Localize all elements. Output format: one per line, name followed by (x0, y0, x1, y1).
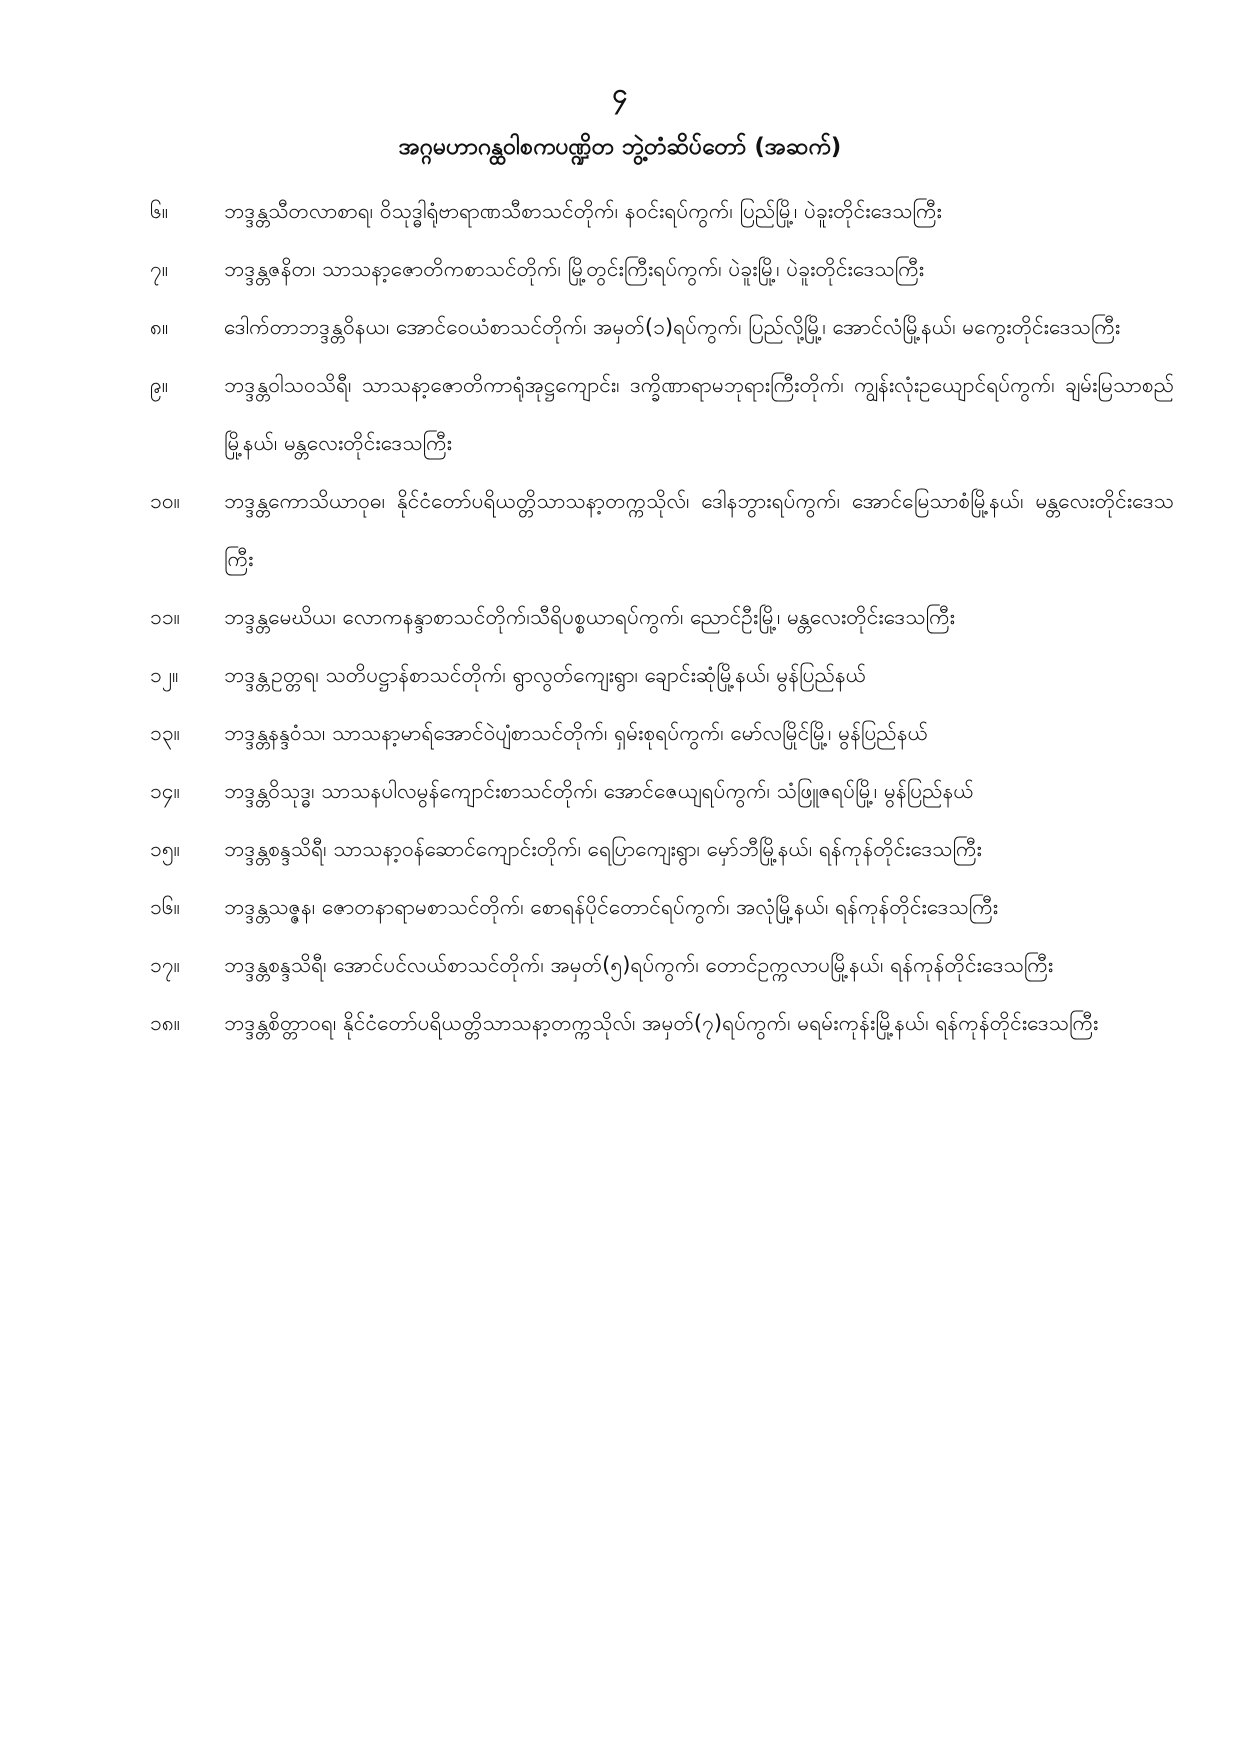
entry-text: ဘဒ္ဒန္တဝိသုဒ္ဓ၊ သာသနပါလမွန်ကျောင်းစာသင်တိုက်၊ အောင်ဇေယျရပ်ကွက်၊ သံဖြူဇရပ်မြို့၊ မွန်ပြည်နယ် (224, 779, 974, 803)
entry-number: ၁၀။ (150, 489, 180, 513)
entry-text: ဒေါက်တာဘဒ္ဒန္တဝိနယ၊ အောင်ဝေယံစာသင်တိုက်၊ အမှတ်(၁)ရပ်ကွက်၊ ပြည်လို့မြို့၊ အောင်လံမြို့နယ်၊ မကွေးတိုင်းဒေသကြီး (224, 315, 1121, 339)
list-item (0, 588, 1240, 646)
entry-text: ဘဒ္ဒန္တသဇ္ဇန၊ ဇောတနာရာမစာသင်တိုက်၊ စောရန်ပိုင်တောင်ရပ်ကွက်၊ အလုံမြို့နယ်၊ ရန်ကုန်တိုင်းဒေသကြီး (224, 895, 999, 919)
list-item (0, 762, 1240, 820)
entry-number: ၁၁။ (150, 605, 180, 629)
list-item (0, 936, 1240, 994)
entry-text: ဘဒ္ဒန္တဇနိတ၊ သာသနာ့ဇောတိကစာသင်တိုက်၊ မြို့တွင်းကြီးရပ်ကွက်၊ ပဲခူးမြို့၊ ပဲခူးတိုင်းဒေသကြီး (224, 257, 925, 281)
entry-text: ဘဒ္ဒန္တစန္ဒသိရီ၊ သာသနာ့ဝန်ဆောင်ကျောင်းတိုက်၊ ရေပြာကျေးရွာ၊ မှော်ဘီမြို့နယ်၊ ရန်ကုန်တိုင်းဒေသကြီး (224, 837, 982, 861)
entry-number: ၁၆။ (150, 895, 180, 919)
entry-number: ၁၂။ (150, 663, 179, 687)
entry-text: ဘဒ္ဒန္တနန္ဒဝံသ၊ သာသနာ့မာရ်အောင်ဝဲပျံစာသင်တိုက်၊ ရှမ်းစုရပ်ကွက်၊ မော်လမြိုင်မြို့၊ မွန်ပြည်နယ် (224, 721, 928, 745)
list-item (0, 994, 1240, 1052)
entry-number: ၁၈။ (150, 1011, 181, 1035)
entry-number: ၁၇။ (150, 953, 180, 977)
entry-number: ၆။ (150, 199, 169, 223)
list-item (0, 298, 1240, 356)
entry-text: ဘဒ္ဒန္တကောသိယာဝုဓ၊ နိုင်ငံတော်ပရိယတ္တိသာသနာ့တက္ကသိုလ်၊ ဒေါနဘွားရပ်ကွက်၊ အောင်မြေသာစံမြို့နယ်၊ မန္တလေးတိုင်းဒေသကြီး (224, 489, 1174, 571)
entry-text: ဘဒ္ဒန္တမေဃိယ၊ လောကနန္ဒာစာသင်တိုက်၊သီရိပစ္စယာရပ်ကွက်၊ ညောင်ဦးမြို့၊ မန္တလေးတိုင်းဒေသကြီး (224, 605, 955, 629)
list-item (0, 472, 1240, 588)
entry-text: ဘဒ္ဒန္တဥတ္တရ၊ သတိပဋ္ဌာန်စာသင်တိုက်၊ ရွာလွတ်ကျေးရွာ၊ ချောင်းဆုံမြို့နယ်၊ မွန်ပြည်နယ် (224, 663, 867, 687)
list-item (0, 182, 1240, 240)
entry-text: ဘဒ္ဒန္တစန္ဒသိရီ၊ အောင်ပင်လယ်စာသင်တိုက်၊ အမှတ်(၅)ရပ်ကွက်၊ တောင်ဥက္ကလာပမြို့နယ်၊ ရန်ကုန်တိုင်းဒေသကြီး (224, 953, 1054, 977)
entry-number: ၁၄။ (150, 779, 180, 803)
entry-text: ဘဒ္ဒန္တသီတလာစာရ၊ ဝိသုဒ္ဓါရုံဗာရာဏသီစာသင်တိုက်၊ နဝင်းရပ်ကွက်၊ ပြည်မြို့၊ ပဲခူးတိုင်းဒေသကြီး (224, 199, 942, 223)
entry-number: ၇။ (150, 257, 169, 281)
list-item (0, 704, 1240, 762)
entry-text: ဘဒ္ဒန္တစိတ္တာဝရ၊ နိုင်ငံတော်ပရိယတ္တိသာသနာ့တက္ကသိုလ်၊ အမှတ်(၇)ရပ်ကွက်၊ မရမ်းကုန်းမြို့နယ်၊ ရန်ကုန်တိုင်းဒေသကြီး (224, 1011, 1099, 1035)
list-item (0, 356, 1240, 472)
page-number: ၄ (612, 78, 628, 109)
entry-number: ၉။ (150, 373, 169, 397)
entry-number: ၁၅။ (150, 837, 180, 861)
entry-list (0, 182, 1240, 1052)
list-item (0, 240, 1240, 298)
entry-number: ၈။ (150, 315, 169, 339)
entry-number: ၁၃။ (150, 721, 180, 745)
list-item (0, 820, 1240, 878)
list-item (0, 878, 1240, 936)
entry-text: ဘဒ္ဒန္တဝါသဝသိရီ၊ သာသနာ့ဇောတိကာရုံအုဋ္ဌကျောင်း၊ ဒက္ခိဏာရာမဘုရားကြီးတိုက်၊ ကျွန်းလုံးဥယျောင်ရပ်ကွက်၊ ချမ်းမြသာစည်မြို့နယ်၊ မန္တလေးတိုင်းဒေသကြီး (224, 373, 1174, 455)
page-title: အဂ္ဂမဟာဂန္ထဝါစကပဏ္ဍိတ ဘွဲ့တံဆိပ်တော် (အဆက်) (398, 134, 842, 160)
list-item (0, 646, 1240, 704)
